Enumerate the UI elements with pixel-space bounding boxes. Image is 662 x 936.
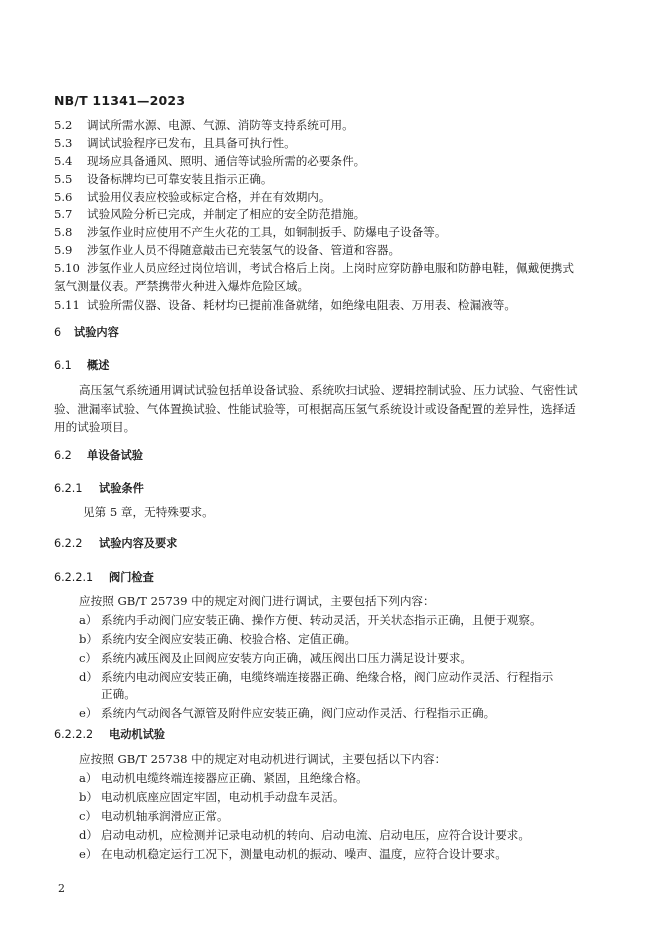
item-text: 试验风险分析已完成，并制定了相应的安全防范措施。	[87, 207, 366, 221]
list-marker: e）	[79, 847, 98, 861]
item-number: 5.11	[54, 298, 80, 312]
item-text: 涉氢作业人员不得随意敲击已充装氢气的设备、管道和容器。	[87, 243, 401, 257]
heading-6-2-2: 6.2.2 试验内容及要求	[54, 537, 178, 550]
list-marker: c）	[79, 809, 98, 823]
standard-number-header: NB/T 11341—2023	[54, 93, 186, 108]
list-item-text	[101, 827, 530, 844]
list-item-text	[101, 650, 472, 667]
list-item-text	[101, 789, 344, 806]
paragraph-line: 验、泄漏率试验、气体置换试验、性能试验等，可根据高压氢气系统设计或设备配置的差异性，选择适	[54, 402, 576, 416]
list-marker: d）	[79, 828, 99, 842]
item-number: 5.9	[54, 243, 73, 257]
item-number: 5.5	[54, 172, 73, 186]
page-number: 2	[58, 882, 65, 895]
item-text: 调试所需水源、电源、气源、消防等支持系统可用。	[87, 118, 354, 132]
heading-6: 6 试验内容	[54, 326, 119, 339]
list-item-line: 系统内安全阀应安装正确、校验合格、定值正确。	[101, 632, 357, 646]
list-item-text	[101, 705, 495, 722]
list-item-text	[101, 808, 229, 825]
heading-6-1: 6.1 概述	[54, 359, 110, 372]
item-number: 5.3	[54, 136, 73, 150]
list-item	[79, 808, 619, 825]
list-marker: e）	[79, 706, 98, 720]
list-item-line: 电动机轴承润滑应正常。	[101, 809, 229, 823]
list-item-line: 系统内电动阀应安装正确，电缆终端连接器正确、绝缘合格，阀门应动作灵活、行程指示	[101, 670, 554, 684]
list-marker: d）	[79, 670, 99, 684]
item-text: 试验用仪表应校验或标定合格，并在有效期内。	[87, 190, 331, 204]
heading-6-2-2-1: 6.2.2.1 阀门检查	[54, 571, 154, 584]
item-text: 氢气测量仪表。严禁携带火种进入爆炸危险区域。	[54, 279, 310, 293]
list-6-2-2-2	[79, 770, 619, 865]
list-item	[79, 789, 619, 806]
list-marker: b）	[79, 790, 99, 804]
paragraph-line: 用的试验项目。	[54, 420, 136, 434]
list-item	[54, 260, 614, 277]
list-item	[79, 770, 619, 787]
list-item	[54, 153, 614, 170]
list-item	[54, 297, 614, 314]
list-item-line: 系统内气动阀各气源管及附件应安装正确，阀门应动作灵活、行程指示正确。	[101, 706, 496, 720]
list-item	[54, 224, 614, 241]
list-item-line: 在电动机稳定运行工况下，测量电动机的振动、噪声、温度，应符合设计要求。	[101, 847, 507, 861]
list-item-text	[101, 669, 553, 703]
paragraph-line: 高压氢气系统通用调试试验包括单设备试验、系统吹扫试验、逻辑控制试验、压力试验、气密性试	[79, 383, 578, 397]
list-item	[54, 189, 614, 206]
item-number: 5.4	[54, 154, 73, 168]
list-6-2-2-1	[79, 612, 619, 724]
list-item	[54, 206, 614, 223]
list-item-text	[101, 612, 542, 629]
list-item-line: 正确。	[101, 687, 136, 701]
list-item-text	[101, 770, 368, 787]
item-text: 试验所需仪器、设备、耗材均已提前准备就绪，如绝缘电阻表、万用表、检漏液等。	[87, 298, 516, 312]
list-item	[79, 631, 619, 648]
list-item	[79, 612, 619, 629]
item-text: 设备标牌均已可靠安装且指示正确。	[87, 172, 273, 186]
list-marker: a）	[79, 771, 98, 785]
item-text: 涉氢作业人员应经过岗位培训，考试合格后上岗。上岗时应穿防静电服和防静电鞋，佩戴便携式	[87, 261, 574, 275]
list-item	[54, 171, 614, 188]
heading-6-2: 6.2 单设备试验	[54, 449, 143, 462]
list-marker: b）	[79, 632, 99, 646]
heading-6-2-1: 6.2.1 试验条件	[54, 482, 144, 495]
item-text: 调试试验程序已发布，且具备可执行性。	[87, 136, 296, 150]
item-number: 5.7	[54, 207, 73, 221]
item-text: 涉氢作业时应使用不产生火花的工具，如铜制扳手、防爆电子设备等。	[87, 225, 447, 239]
list-item	[79, 846, 619, 863]
list-item-line: 系统内减压阀及止回阀应安装方向正确，减压阀出口压力满足设计要求。	[101, 651, 473, 665]
list-item-line: 电动机电缆终端连接器应正确、紧固，且绝缘合格。	[101, 771, 368, 785]
item-number: 5.2	[54, 118, 73, 132]
paragraph-6-2-2-1: 应按照 GB/T 25739 中的规定对阀门进行调试，主要包括下列内容：	[79, 594, 435, 608]
list-item	[54, 278, 614, 295]
list-item-text	[101, 846, 507, 863]
item-number: 5.10	[54, 261, 80, 275]
list-item	[54, 242, 614, 259]
list-item-text	[101, 631, 356, 648]
paragraph-6-2-2-2: 应按照 GB/T 25738 中的规定对电动机进行调试，主要包括以下内容：	[79, 752, 447, 766]
item-number: 5.8	[54, 225, 73, 239]
list-item	[54, 117, 614, 134]
list-item	[54, 135, 614, 152]
list-item-line: 系统内手动阀门应安装正确、操作方便、转动灵活，开关状态指示正确，且便于观察。	[101, 613, 542, 627]
heading-6-2-2-2: 6.2.2.2 电动机试验	[54, 728, 165, 741]
list-marker: c）	[79, 651, 98, 665]
list-marker: a）	[79, 613, 98, 627]
paragraph-6-2-1: 见第 5 章，无特殊要求。	[83, 505, 214, 519]
list-item-line: 启动电动机，应检测并记录电动机的转向、启动电流、启动电压，应符合设计要求。	[101, 828, 530, 842]
list-item-line: 电动机底座应固定牢固，电动机手动盘车灵活。	[101, 790, 345, 804]
item-text: 现场应具备通风、照明、通信等试验所需的必要条件。	[87, 154, 366, 168]
list-item	[79, 650, 619, 667]
list-item	[79, 669, 619, 703]
list-item	[79, 705, 619, 722]
item-number: 5.6	[54, 190, 73, 204]
list-item	[79, 827, 619, 844]
